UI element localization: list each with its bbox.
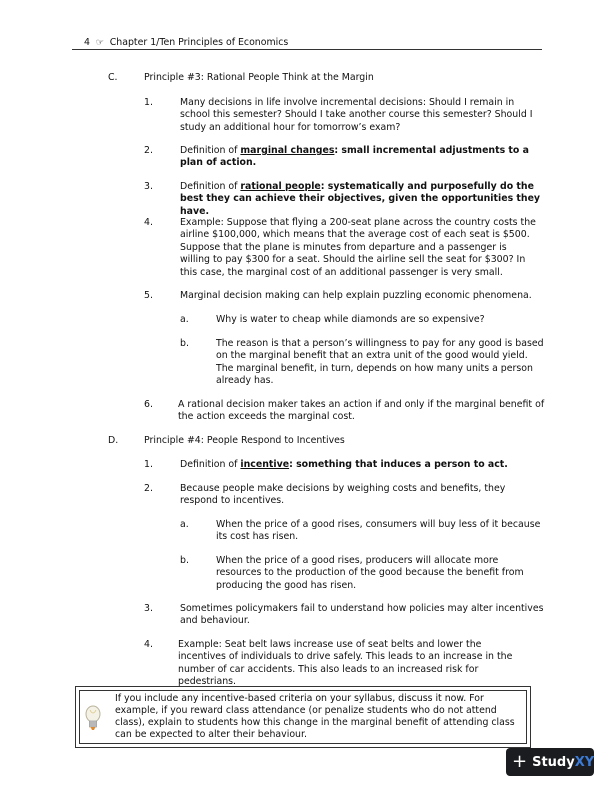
chapter-title: Chapter 1/Ten Principles of Economics — [109, 37, 289, 48]
logo-text: Study — [532, 754, 575, 770]
list-item-text: Many decisions in life involve incremental decisions: Should I remain in school this semester? Should I take another course this semester? Should I study an additional hour for tomorrow’s exam? — [180, 97, 533, 133]
sub-list-letter: a. — [180, 314, 189, 325]
running-header — [84, 37, 288, 48]
logo-text-accent: XY — [574, 754, 595, 770]
term-marginal-changes: marginal changes — [240, 145, 335, 156]
section-d-label: D. — [108, 435, 119, 446]
term-rational-people: rational people — [240, 181, 321, 192]
definition-marginal-changes: Definition of marginal changes: small incremental adjustments to a plan of action. — [180, 145, 529, 169]
page-number: 4 — [84, 37, 90, 48]
list-number: 2. — [144, 483, 153, 494]
list-number: 4. — [144, 217, 153, 228]
list-item-text: A rational decision maker takes an action if and only if the marginal benefit of the action exceeds the marginal cost. — [178, 399, 545, 423]
term-incentive: incentive — [240, 459, 290, 470]
definition-incentive: Definition of incentive: something that induces a person to act. — [180, 459, 508, 470]
list-number: 1. — [144, 459, 153, 470]
definition-rational-people: Definition of rational people: systematically and purposefully do the best they can achieve their objectives, given the opportunities they have. — [180, 181, 541, 217]
section-c-label: C. — [108, 72, 118, 83]
section-c-title: Principle #3: Rational People Think at the Margin — [144, 72, 374, 83]
sub-list-text: Why is water to cheap while diamonds are so expensive? — [216, 314, 485, 325]
sub-list-text: When the price of a good rises, consumers will buy less of it because its cost has risen. — [216, 519, 541, 543]
section-d-title: Principle #4: People Respond to Incentives — [144, 435, 345, 446]
sub-list-letter: b. — [180, 555, 189, 566]
sub-list-letter: b. — [180, 338, 189, 349]
list-item-text: Marginal decision making can help explain puzzling economic phenomena. — [180, 290, 532, 301]
list-number: 1. — [144, 97, 153, 108]
header-divider — [72, 49, 542, 50]
list-number: 3. — [144, 181, 153, 192]
list-number: 6. — [144, 399, 153, 410]
pointing-hand-icon: ☞ — [92, 38, 107, 48]
list-item-text: Example: Seat belt laws increase use of seat belts and lower the incentives of individuals to drive safely. This leads to an increase in the number of car accidents. This also leads to an increased risk for pedestrians. — [178, 639, 513, 688]
list-item-text: Sometimes policymakers fail to understand how policies may alter incentives and behaviour. — [180, 603, 544, 627]
sub-list-letter: a. — [180, 519, 189, 530]
list-number: 4. — [144, 639, 153, 650]
plus-icon: + — [512, 751, 528, 772]
list-number: 5. — [144, 290, 153, 301]
list-number: 3. — [144, 603, 153, 614]
sub-list-text: When the price of a good rises, producers will allocate more resources to the production of the good because the benefit from producing the good has risen. — [216, 555, 524, 591]
list-item-text: Because people make decisions by weighing costs and benefits, they respond to incentives. — [180, 483, 506, 507]
teaching-tip-text: If you include any incentive-based criteria on your syllabus, discuss it now. For example, if you reward class attendance (or penalize students who do not attend class), explain to students how this change in the marginal benefit of attending class can be expected to alter their behaviour. — [115, 693, 515, 740]
list-item-text: Example: Suppose that flying a 200-seat plane across the country costs the airline $100,000, which means that the average cost of each seat is $500. Suppose that the plane is minutes from departure and a passenger is willing to pay $300 for a seat. Should the airline sell the seat for $300? In this case, the marginal cost of an additional passenger is very small. — [180, 217, 536, 278]
sub-list-text: The reason is that a person’s willingness to pay for any good is based on the marginal benefit that an extra unit of the good would yield. The marginal benefit, in turn, depends on how many units a person already has. — [216, 338, 544, 387]
list-number: 2. — [144, 145, 153, 156]
studyxy-logo[interactable] — [506, 748, 594, 776]
lightbulb-icon — [84, 704, 102, 734]
